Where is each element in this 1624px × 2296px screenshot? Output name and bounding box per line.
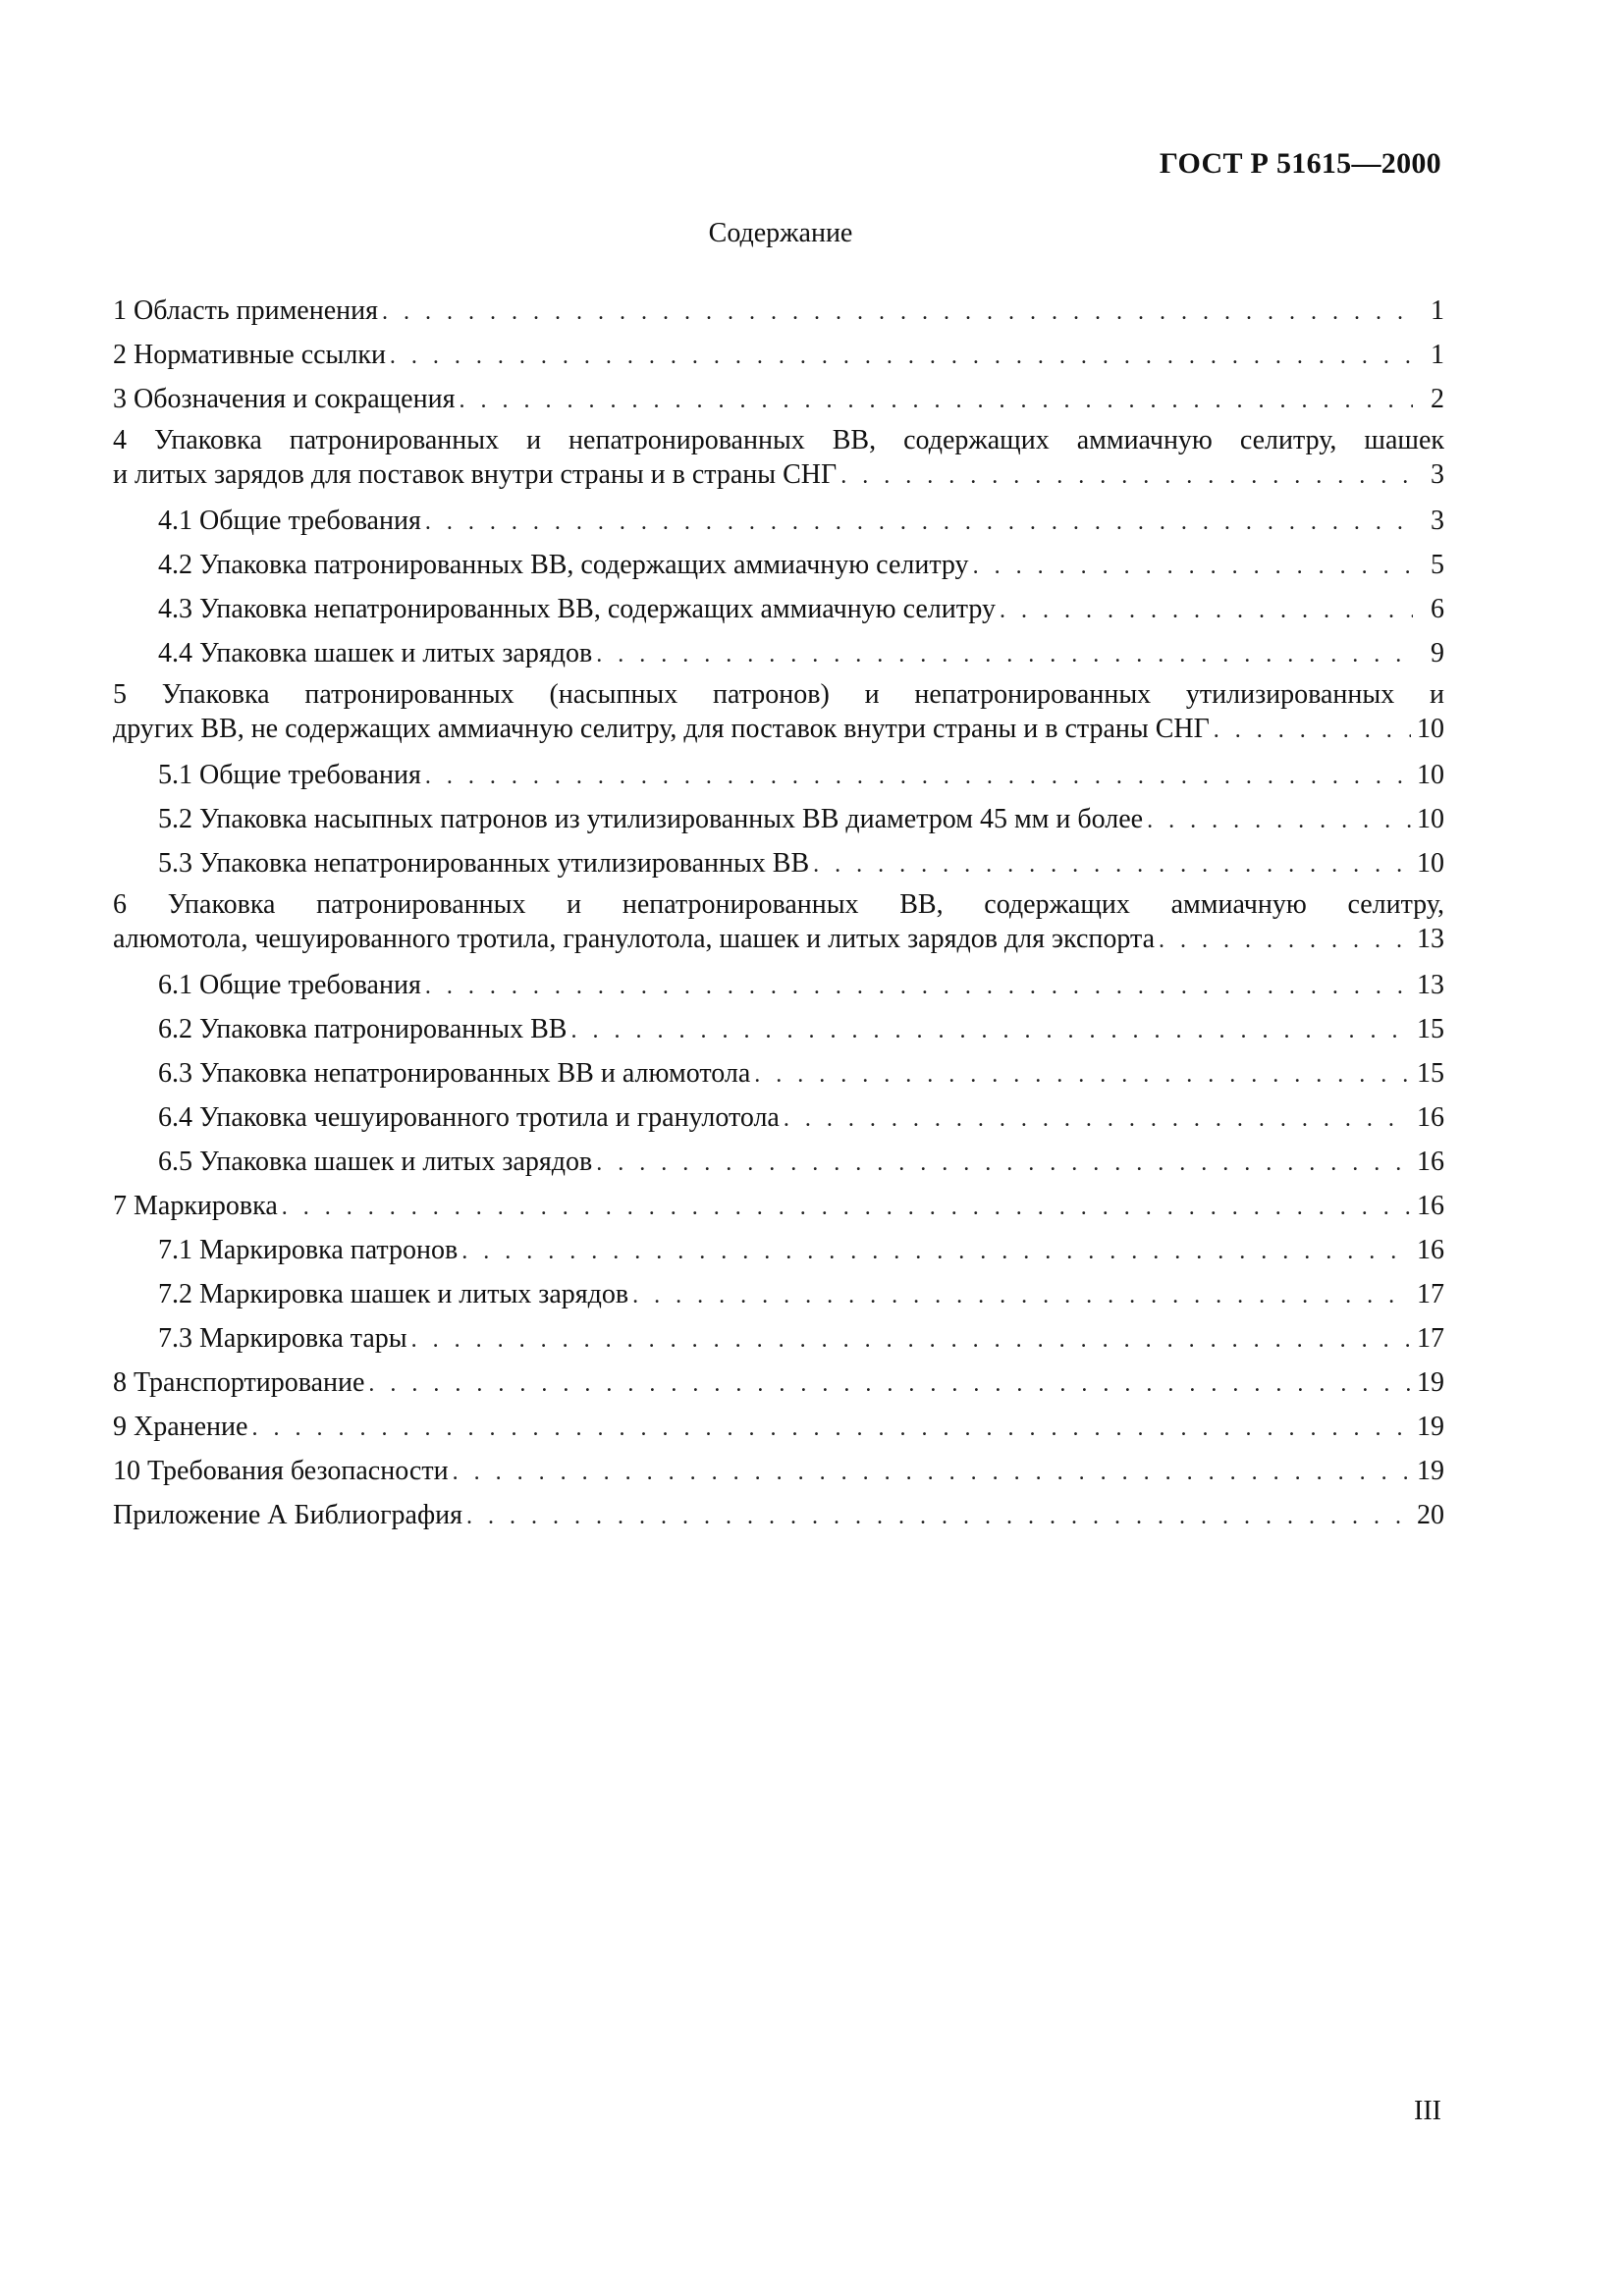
dot-leader [251,1407,1411,1451]
dot-leader [596,1142,1411,1186]
toc-entry [113,1228,1444,1272]
toc-entry [113,587,1444,631]
toc-entry [113,963,1444,1007]
toc-line [113,1361,1444,1405]
toc-page-number: 6 [1431,594,1444,624]
toc-entry-text: 5.2 Упаковка насыпных патронов из утилизированных ВВ диаметром 45 мм и более [158,804,1144,834]
dot-leader [425,755,1411,799]
toc-entry-text: 3 Обозначения и сокращения [113,384,456,414]
toc-entry [113,841,1444,885]
toc-entry-text: алюмотола, чешуированного тротила, гранулотола, шашек и литых зарядов для экспорта [113,924,1156,954]
toc-entry-text: 4.3 Упаковка непатронированных ВВ, содержащих аммиачную селитру [158,594,996,624]
dot-leader [813,843,1411,887]
dot-leader [1159,923,1411,959]
toc-entry [113,1361,1444,1405]
toc-line [113,456,1444,493]
toc-page-number: 10 [1417,760,1444,790]
toc-entry [113,1316,1444,1361]
dot-leader [973,545,1413,589]
toc-page-number: 10 [1417,848,1444,879]
toc-page-number: 5 [1431,550,1444,580]
dot-leader [368,1362,1411,1407]
toc-line [113,1007,1444,1051]
toc-page-number: 16 [1417,1102,1444,1133]
toc-page-number: 16 [1417,1147,1444,1177]
dot-leader [632,1274,1411,1318]
toc-entry-text: 7.1 Маркировка патронов [158,1235,459,1265]
toc-entry [113,543,1444,587]
table-of-contents [113,289,1444,1537]
toc-page-number: 17 [1417,1323,1444,1354]
toc-line [113,377,1444,421]
toc-entry [113,1140,1444,1184]
toc-line [113,921,1444,957]
toc-entry-text: 4.4 Упаковка шашек и литых зарядов [158,638,593,668]
toc-line [113,1140,1444,1184]
toc-title: Содержание [708,218,853,248]
dot-leader [390,335,1413,379]
toc-line [113,587,1444,631]
toc-page-number: 3 [1431,506,1444,536]
toc-entry-text: 4.2 Упаковка патронированных ВВ, содержащих аммиачную селитру [158,550,969,580]
toc-line [113,1316,1444,1361]
toc-entry [113,1184,1444,1228]
toc-page-number: 20 [1417,1500,1444,1530]
toc-entry [113,1007,1444,1051]
toc-line [113,499,1444,543]
toc-line [113,631,1444,675]
toc-line [113,1405,1444,1449]
toc-line [113,1272,1444,1316]
toc-entry [113,289,1444,333]
dot-leader [459,379,1413,423]
toc-page-number: 15 [1417,1014,1444,1044]
toc-entry [113,333,1444,377]
toc-line [113,1051,1444,1095]
dot-leader [840,458,1413,495]
toc-entry-text: 1 Область применения [113,295,378,326]
toc-entry-text: других ВВ, не содержащих аммиачную селитру, для поставок внутри страны и в страны СНГ [113,714,1210,744]
toc-entry-text: 9 Хранение [113,1412,248,1442]
toc-entry-text: и литых зарядов для поставок внутри страны и в страны СНГ [113,459,838,490]
dot-leader [282,1186,1411,1230]
toc-entry [113,1449,1444,1493]
toc-entry [113,425,1444,493]
toc-page-number: 16 [1417,1191,1444,1221]
page-number: III [1414,2096,1441,2126]
toc-entry-text: 8 Транспортирование [113,1367,365,1398]
toc-page-number: 15 [1417,1058,1444,1089]
toc-entry-text-line: 4 Упаковка патронированных и непатронированных ВВ, содержащих аммиачную селитру, шашек [113,425,1444,455]
toc-line [113,333,1444,377]
dot-leader [466,1495,1411,1539]
toc-page-number: 2 [1431,384,1444,414]
toc-entry [113,679,1444,747]
dot-leader [754,1053,1411,1097]
toc-line [113,1184,1444,1228]
dot-leader [461,1230,1411,1274]
toc-line [113,711,1444,747]
document-code: ГОСТ Р 51615—2000 [1159,147,1441,180]
dot-leader [425,965,1411,1009]
dot-leader [1214,713,1411,749]
toc-entry-text: 7.2 Маркировка шашек и литых зарядов [158,1279,629,1309]
dot-leader [784,1097,1411,1142]
dot-leader [1147,799,1411,843]
toc-line [113,1493,1444,1537]
toc-entry-text: 6.4 Упаковка чешуированного тротила и гранулотола [158,1102,780,1133]
toc-line [113,753,1444,797]
toc-entry [113,377,1444,421]
toc-entry-text: 7 Маркировка [113,1191,278,1221]
toc-entry-text: 6.5 Упаковка шашек и литых зарядов [158,1147,593,1177]
toc-page-number: 19 [1417,1367,1444,1398]
toc-page-number: 19 [1417,1412,1444,1442]
toc-entry-text: 10 Требования безопасности [113,1456,449,1486]
toc-entry-text: 6.1 Общие требования [158,970,421,1000]
dot-leader [425,501,1413,545]
toc-page-number: 10 [1417,804,1444,834]
toc-line [113,841,1444,885]
toc-page-number: 1 [1431,295,1444,326]
toc-entry-text: 2 Нормативные ссылки [113,340,386,370]
toc-line [113,543,1444,587]
toc-entry-text: 7.3 Маркировка тары [158,1323,407,1354]
toc-entry [113,797,1444,841]
toc-entry-text: 6.3 Упаковка непатронированных ВВ и алюмотола [158,1058,751,1089]
toc-page-number: 9 [1431,638,1444,668]
toc-entry-text-line: 6 Упаковка патронированных и непатронированных ВВ, содержащих аммиачную селитру, [113,889,1444,920]
toc-line [113,963,1444,1007]
toc-line [113,289,1444,333]
toc-entry [113,1493,1444,1537]
toc-entry [113,1051,1444,1095]
toc-entry [113,889,1444,957]
toc-entry [113,1272,1444,1316]
toc-line [113,1449,1444,1493]
toc-page-number: 10 [1417,714,1444,744]
dot-leader [570,1009,1411,1053]
toc-entry-text: 4.1 Общие требования [158,506,421,536]
toc-page-number: 3 [1431,459,1444,490]
toc-line [113,1095,1444,1140]
toc-page-number: 1 [1431,340,1444,370]
toc-entry [113,499,1444,543]
toc-entry-text: 5.1 Общие требования [158,760,421,790]
dot-leader [453,1451,1411,1495]
toc-page-number: 19 [1417,1456,1444,1486]
dot-leader [382,291,1413,335]
dot-leader [411,1318,1411,1362]
toc-entry [113,1405,1444,1449]
toc-line [113,1228,1444,1272]
toc-entry [113,753,1444,797]
toc-entry-text-line: 5 Упаковка патронированных (насыпных патронов) и непатронированных утилизированных и [113,679,1444,710]
toc-entry-text: Приложение А Библиография [113,1500,462,1530]
toc-entry-text: 6.2 Упаковка патронированных ВВ [158,1014,568,1044]
toc-entry [113,1095,1444,1140]
dot-leader [1000,589,1413,633]
toc-entry [113,631,1444,675]
toc-page-number: 16 [1417,1235,1444,1265]
toc-page-number: 17 [1417,1279,1444,1309]
toc-line [113,797,1444,841]
toc-page-number: 13 [1417,924,1444,954]
dot-leader [596,633,1413,677]
toc-page-number: 13 [1417,970,1444,1000]
toc-entry-text: 5.3 Упаковка непатронированных утилизированных ВВ [158,848,810,879]
